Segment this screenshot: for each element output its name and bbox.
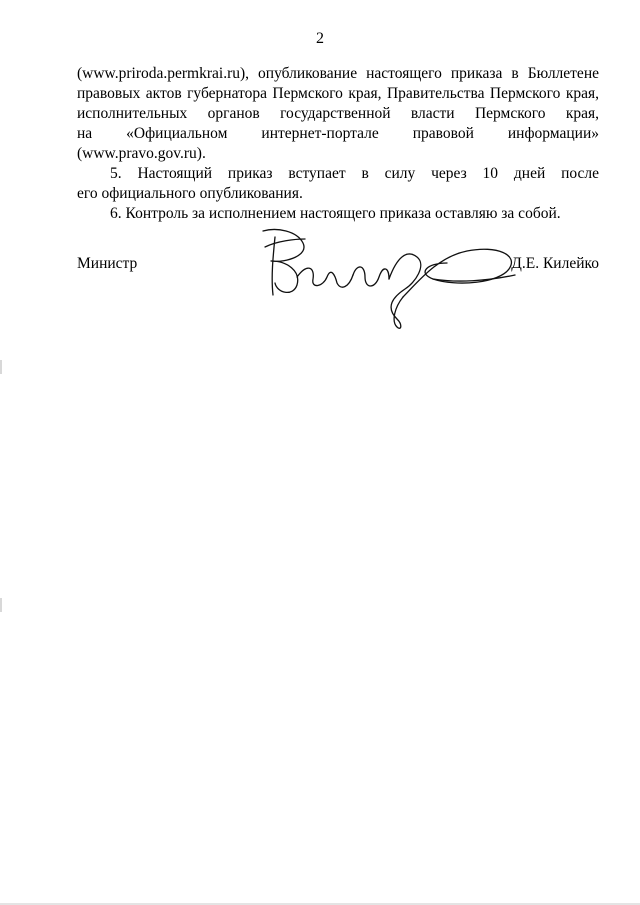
- signer-title: Министр: [77, 255, 138, 272]
- paragraph-4-line-4: на «Официальном интернет-портале правовой информации»: [77, 125, 599, 142]
- left-edge-mark: [0, 598, 2, 612]
- paragraph-4-line-2: правовых актов губернатора Пермского края, Правительства Пермского края,: [77, 85, 599, 102]
- paragraph-6-line-1: 6. Контроль за исполнением настоящего приказа оставляю за собой.: [110, 205, 561, 222]
- paragraph-4-line-3: исполнительных органов государственной власти Пермского края,: [77, 105, 599, 122]
- document-body: [77, 64, 599, 224]
- page-number: 2: [316, 30, 324, 47]
- handwritten-signature: [257, 227, 527, 337]
- left-edge-mark: [0, 360, 2, 374]
- signature-block: [77, 255, 599, 335]
- paragraph-4-line-5: (www.pravo.gov.ru).: [77, 145, 206, 162]
- paragraph-5-line-1: 5. Настоящий приказ вступает в силу через 10 дней после: [110, 165, 599, 182]
- paragraph-4-line-1: (www.priroda.permkrai.ru), опубликование настоящего приказа в Бюллетене: [77, 65, 599, 82]
- signer-name: Д.Е. Килейко: [511, 255, 599, 272]
- paragraph-5-line-2: его официального опубликования.: [77, 185, 303, 202]
